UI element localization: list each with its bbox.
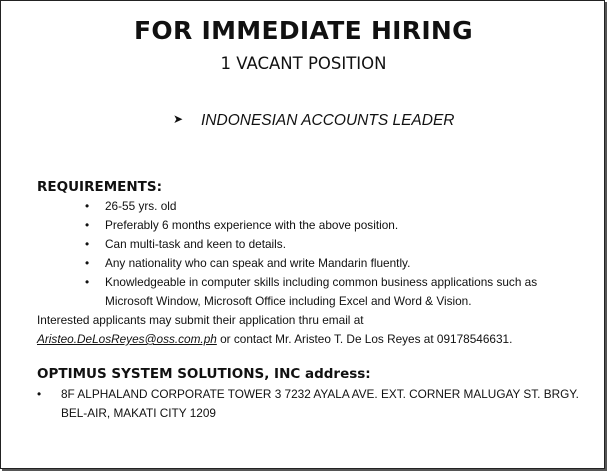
position-entry bbox=[173, 112, 455, 130]
list-item bbox=[81, 235, 581, 254]
list-item bbox=[81, 254, 581, 273]
arrow-bullet-icon: ➤ bbox=[173, 112, 184, 126]
page-subtitle: 1 VACANT POSITION bbox=[220, 54, 387, 73]
requirements-list bbox=[81, 197, 581, 311]
application-contact bbox=[37, 330, 512, 349]
bullet-icon: • bbox=[85, 199, 90, 213]
requirement-text: Can multi-task and keen to details. bbox=[105, 237, 286, 251]
email-link[interactable]: Aristeo.DeLosReyes@oss.com.ph bbox=[37, 332, 217, 346]
requirement-text: Knowledgeable in computer skills including common business applications such as Microsoft Window, Microsoft Office including Excel and Word & Vision. bbox=[105, 275, 538, 308]
contact-text: or contact Mr. Aristeo T. De Los Reyes at 09178546631. bbox=[216, 332, 513, 346]
bullet-icon: • bbox=[85, 275, 90, 289]
requirement-text: 26-55 yrs. old bbox=[105, 199, 177, 213]
page-title: FOR IMMEDIATE HIRING bbox=[134, 16, 473, 45]
position-title: INDONESIAN ACCOUNTS LEADER bbox=[201, 112, 455, 129]
list-item bbox=[37, 385, 582, 423]
requirement-text: Any nationality who can speak and write Mandarin fluently. bbox=[105, 256, 411, 270]
bullet-icon: • bbox=[85, 218, 90, 232]
address-text: 8F ALPHALAND CORPORATE TOWER 3 7232 AYALA AVE. EXT. CORNER MALUGAY ST. BRGY. BEL-AIR, MAKATI CITY 1209 bbox=[61, 387, 579, 420]
bullet-icon: • bbox=[85, 237, 90, 251]
list-item bbox=[81, 273, 581, 311]
requirement-text: Preferably 6 months experience with the above position. bbox=[105, 218, 399, 232]
bullet-icon: • bbox=[37, 387, 42, 401]
address-heading: OPTIMUS SYSTEM SOLUTIONS, INC address: bbox=[37, 366, 371, 382]
list-item bbox=[81, 216, 581, 235]
bullet-icon: • bbox=[85, 256, 90, 270]
requirements-heading: REQUIREMENTS: bbox=[37, 179, 162, 195]
list-item bbox=[81, 197, 581, 216]
address-list bbox=[37, 385, 582, 423]
application-instructions: Interested applicants may submit their application thru email at bbox=[37, 313, 364, 327]
